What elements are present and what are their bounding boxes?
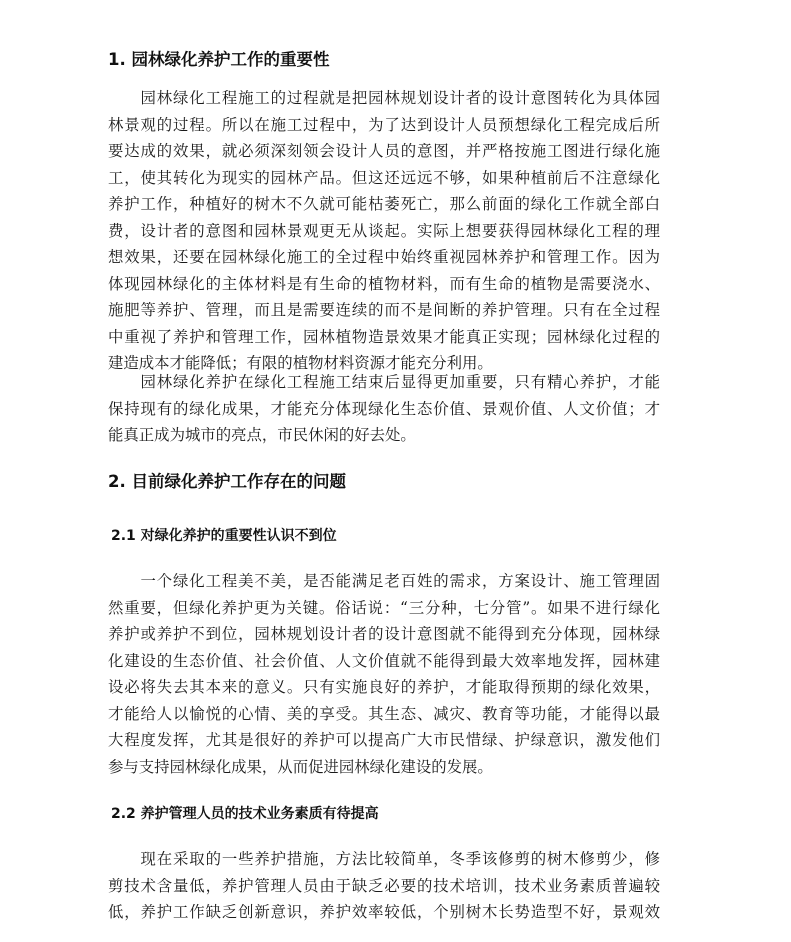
text-line: 体现园林绿化的主体材料是有生命的植物材料，而有生命的植物是需要浇水、 [108, 274, 660, 293]
text-line: 大程度发挥，尤其是很好的养护可以提高广大市民惜绿、护绿意识，激发他们 [108, 731, 660, 749]
section-heading-1: 1. 园林绿化养护工作的重要性 [108, 50, 330, 69]
text-line: 想效果，还要在园林绿化施工的全过程中始终重视园林养护和管理工作。因为 [108, 248, 660, 266]
text-line: 园林绿化工程施工的过程就是把园林规划设计者的设计意图转化为具体园 [108, 89, 660, 107]
subsection-heading-2-1: 2.1 对绿化养护的重要性认识不到位 [111, 528, 337, 544]
text-line: 施肥等养护、管理，而且是需要连续的而不是间断的养护管理。只有在全过程 [108, 301, 660, 319]
subsection-heading-2-2: 2.2 养护管理人员的技术业务素质有待提高 [111, 806, 379, 822]
text-line: 低，养护工作缺乏创新意识，养护效率较低，个别树木长势造型不好，景观效 [108, 903, 660, 921]
paragraph-2-1 [108, 568, 660, 780]
text-line: 林景观的过程。所以在施工过程中，为了达到设计人员预想绿化工程完成后所 [108, 115, 660, 134]
paragraph-1-1 [108, 85, 660, 377]
text-line: 建造成本才能降低；有限的植物材料资源才能充分利用。 [108, 354, 493, 372]
text-line: 设必将失去其本来的意义。只有实施良好的养护，才能取得预期的绿化效果， [108, 678, 660, 696]
text-line: 工，使其转化为现实的园林产品。但这还远远不够，如果种植前后不注意绿化 [108, 168, 660, 187]
paragraph-2-2 [108, 846, 660, 926]
text-line: 一个绿化工程美不美，是否能满足老百姓的需求，方案设计、施工管理固 [108, 572, 660, 590]
text-line: 养护工作，种植好的树木不久就可能枯萎死亡，那么前面的绿化工作就全部白 [108, 195, 660, 213]
section-heading-2: 2. 目前绿化养护工作存在的问题 [108, 472, 346, 491]
text-line: 能真正成为城市的亮点，市民休闲的好去处。 [108, 426, 416, 444]
text-line: 化建设的生态价值、社会价值、人文价值就不能得到最大效率地发挥，园林建 [108, 651, 660, 670]
text-line: 然重要，但绿化养护更为关键。俗话说：“三分种，七分管”。如果不进行绿化 [108, 598, 660, 617]
text-line: 费，设计者的意图和园林景观更无从谈起。实际上想要获得园林绿化工程的理 [108, 221, 660, 240]
text-line: 要达成的效果，就必须深刻领会设计人员的意图，并严格按施工图进行绿化施 [108, 142, 660, 160]
text-line: 参与支持园林绿化成果，从而促进园林绿化建设的发展。 [108, 757, 493, 776]
text-line: 养护或养护不到位，园林规划设计者的设计意图就不能得到充分体现，园林绿 [108, 625, 660, 643]
paragraph-1-2 [108, 369, 660, 449]
text-line: 园林绿化养护在绿化工程施工结束后显得更加重要，只有精心养护，才能 [108, 373, 660, 391]
text-line: 中重视了养护和管理工作，园林植物造景效果才能真正实现；园林绿化过程的 [108, 327, 660, 346]
text-line: 保持现有的绿化成果，才能充分体现绿化生态价值、景观价值、人文价值；才 [108, 399, 660, 418]
text-line: 剪技术含量低，养护管理人员由于缺乏必要的技术培训，技术业务素质普遍较 [108, 876, 660, 895]
text-line: 现在采取的一些养护措施，方法比较简单，冬季该修剪的树木修剪少，修 [108, 850, 660, 868]
text-line: 才能给人以愉悦的心情、美的享受。其生态、减灾、教育等功能，才能得以最 [108, 704, 660, 723]
